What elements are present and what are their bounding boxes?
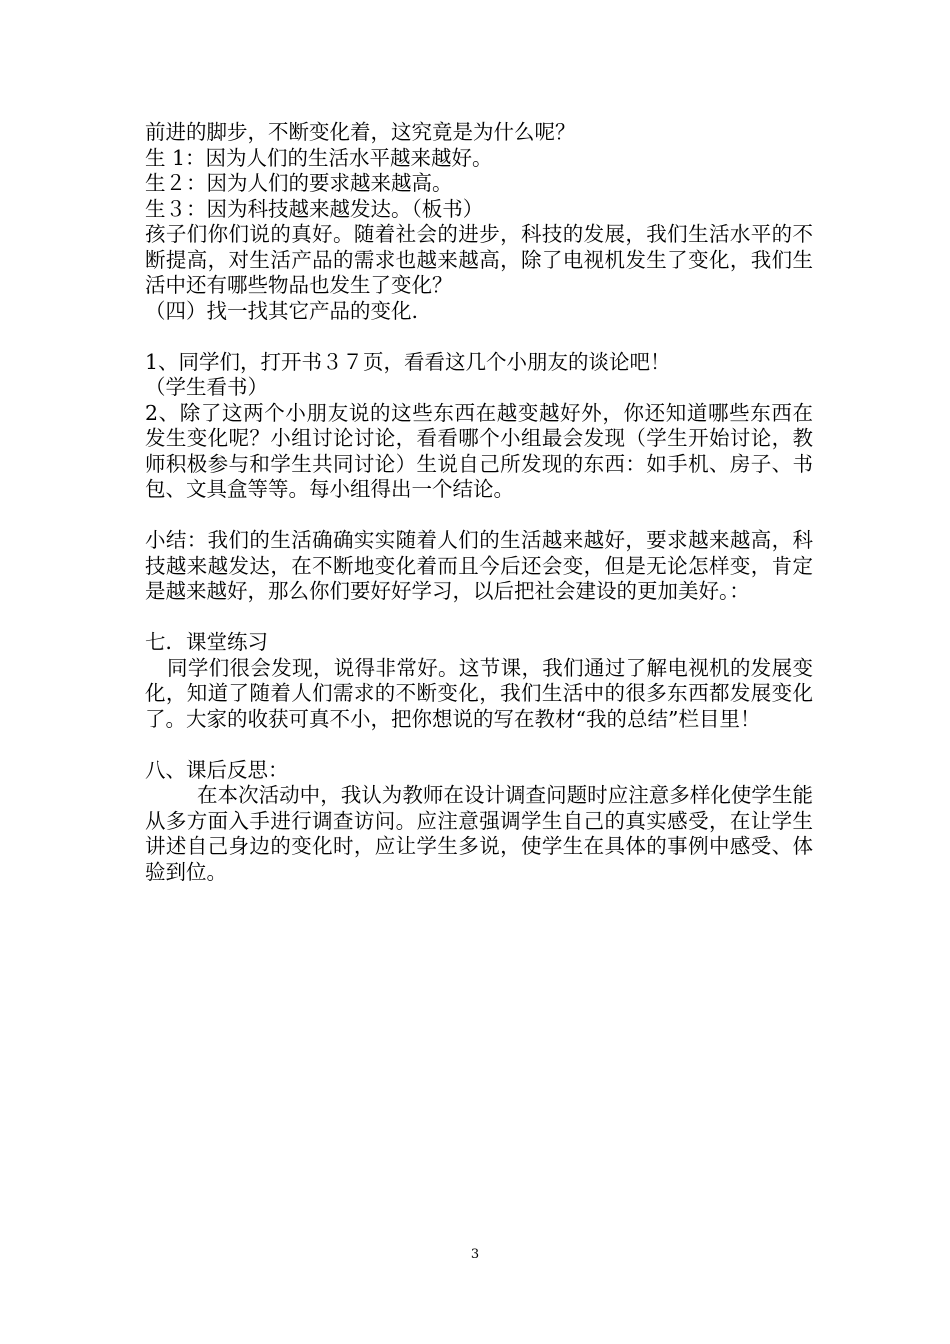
text-line: 生３：因为科技越来越发达。（板书） [145, 196, 484, 221]
step-line: 1、同学们，打开书３７页，看看这几个小朋友的谈论吧！ [145, 349, 671, 374]
text-line: 生２：因为人们的要求越来越高。 [145, 171, 453, 195]
paragraph: 2、除了这两个小朋友说的这些东西在越变越好外，你还知道哪些东西在发生变化呢？小组讨论讨论，看看哪个小组最会发现（学生开始讨论，教师积极参与和学生共同讨论）生说自己所发现的东西：如手机、房子、书包、文具盒等等。每小组得出一个结论。 [145, 400, 813, 501]
text-line: 生 1：因为人们的生活水平越来越好。 [145, 145, 493, 170]
page-number: 3 [470, 1247, 480, 1262]
section-heading: 八、课后反思： [145, 757, 289, 782]
paragraph: 孩子们你们说的真好。随着社会的进步，科技的发展，我们生活水平的不断提高，对生活产品的需求也越来越高，除了电视机发生了变化，我们生活中还有哪些物品也发生了变化？ [145, 222, 813, 297]
summary-paragraph: 小结：我们的生活确确实实随着人们的生活越来越好，要求越来越高，科技越来越发达，在不断地变化着而且今后还会变，但是无论怎样变，肯定是越来越好，那么你们要好好学习，以后把社会建设的更加美好。： [145, 528, 813, 603]
section-heading: （四）找一找其它产品的变化. [145, 298, 419, 323]
section-heading: 七．课堂练习 [145, 630, 268, 654]
blank-line [145, 503, 813, 529]
text-line: 前进的脚步，不断变化着，这究竟是为什么呢？ [145, 120, 576, 144]
blank-line [145, 324, 813, 350]
blank-line [145, 605, 813, 631]
paragraph: 同学们很会发现，说得非常好。这节课，我们通过了解电视机的发展变化，知道了随着人们需求的不断变化，我们生活中的很多东西都发展变化了。大家的收获可真不小，把你想说的写在教材“我的总结”栏目里！ [145, 655, 813, 731]
paragraph: 在本次活动中，我认为教师在设计调查问题时应注意多样化使学生能从多方面入手进行调查访问。应注意强调学生自己的真实感受，在让学生讲述自己身边的变化时，应让学生多说，使学生在具体的事例中感受、体验到位。 [145, 783, 813, 884]
document-body [145, 120, 813, 885]
blank-line [145, 732, 813, 758]
step-note: （学生看书） [145, 375, 268, 399]
